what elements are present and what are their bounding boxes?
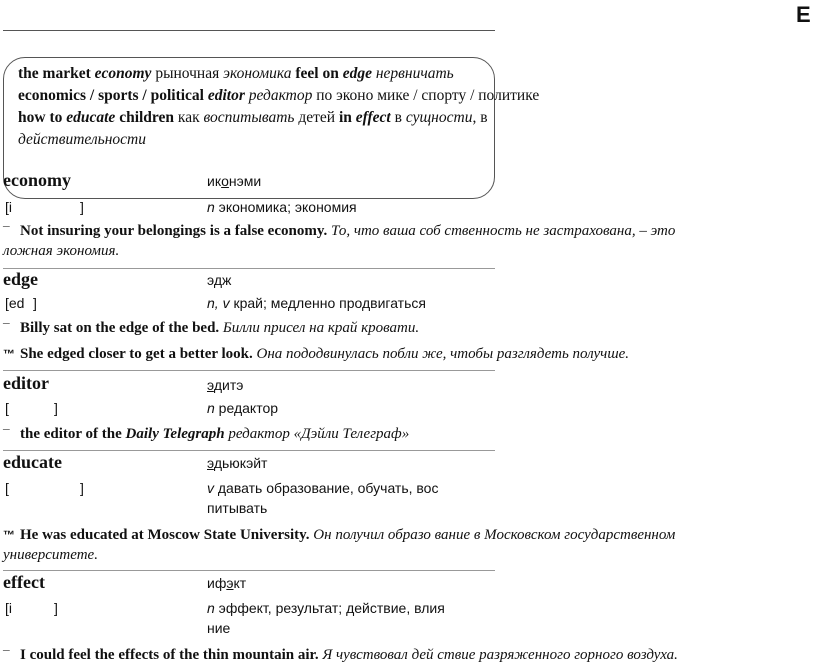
example-editor: ¯ [3, 427, 10, 441]
headword-effect: effect [3, 572, 45, 592]
example-educate-text-2: университете. [3, 547, 98, 563]
example-edge-1: ¯ [3, 321, 10, 335]
example-educate: ™ [3, 528, 15, 542]
example-effect-text: I could feel the effects of the thin mountain air. Я чувствовал дей ствие разряженного горного воздуха. [20, 647, 678, 663]
example-effect: ¯ [3, 648, 10, 662]
intro-line-1: the market economy рыночная экономика feel on edge нервничать [18, 65, 454, 82]
transcription-educate-close: ] [80, 480, 84, 496]
headword-editor: editor [3, 373, 49, 393]
transcription-economy-close: ] [80, 199, 84, 215]
example-edge-2: ™ [3, 347, 15, 361]
headword-edge: edge [3, 269, 38, 289]
example-edge-1-text: Billy sat on the edge of the bed. Билли присел на край кровати. [20, 320, 420, 336]
divider [3, 268, 495, 269]
intro-line-2: economics / sports / political editor редактор по эконо мике / спорту / политике [18, 87, 540, 104]
transcription-effect-open: [i [5, 600, 12, 616]
page-letter: E [796, 2, 811, 27]
transcription-editor-close: ] [54, 400, 58, 416]
example-economy: ¯ [3, 224, 10, 238]
transliteration-economy: иконэми [207, 173, 262, 189]
example-economy-text-2: ложная экономия. [3, 243, 120, 259]
example-editor-text: the editor of the Daily Telegraph редактор «Дэйли Телеграф» [20, 426, 410, 442]
divider [3, 450, 495, 451]
transcription-editor-open: [ [5, 400, 9, 416]
headword-economy: economy [3, 170, 71, 190]
meaning-effect: n эффект, результат; действие, влия [207, 600, 445, 616]
transcription-educate-open: [ [5, 480, 9, 496]
meaning-educate-2: питывать [207, 500, 268, 516]
intro-line-3: how to educate children как воспитывать детей in effect в сущности, в [18, 109, 488, 126]
transliteration-edge: эдж [207, 272, 232, 288]
meaning-editor: n редактор [207, 400, 279, 416]
meaning-economy: n экономика; экономия [207, 199, 357, 215]
intro-line-4: действительности [18, 131, 146, 148]
example-edge-2-text: She edged closer to get a better look. Она пододвинулась побли же, чтобы разглядеть получше. [20, 346, 630, 362]
divider [3, 570, 495, 571]
transcription-effect-close: ] [54, 600, 58, 616]
transliteration-educate: эдьюкэйт [207, 455, 268, 471]
example-educate-text: He was educated at Moscow State University. Он получил образо вание в Московском государственном [20, 527, 676, 543]
meaning-effect-2: ние [207, 620, 231, 636]
transcription-edge-close: ] [33, 295, 37, 311]
meaning-educate: v давать образование, обучать, вос [207, 480, 439, 496]
top-rule [3, 30, 495, 31]
transliteration-effect: ифэкт [207, 575, 247, 591]
meaning-edge: n, v край; медленно продвигаться [207, 295, 426, 311]
headword-educate: educate [3, 452, 62, 472]
transcription-economy-open: [i [5, 199, 12, 215]
divider [3, 370, 495, 371]
transcription-edge-open: [ed [5, 295, 25, 311]
example-economy-text: Not insuring your belongings is a false economy. То, что ваша соб ственность не застрахована, – это [20, 223, 676, 239]
transliteration-editor: эдитэ [207, 377, 244, 393]
